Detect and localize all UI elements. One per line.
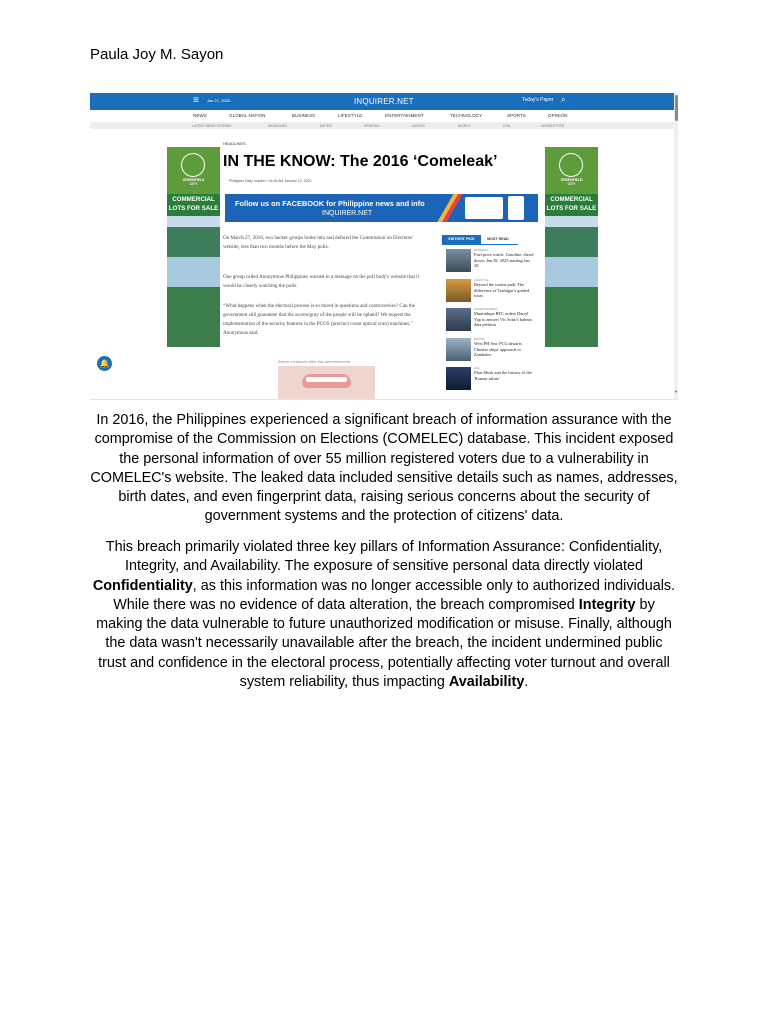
story-headline: West PH Sea: PCG thwarts Chinese ships' approach to Zambales xyxy=(474,341,522,357)
banner-laptop-image xyxy=(465,197,503,219)
nav-technology[interactable]: TECHNOLOGY xyxy=(450,113,483,118)
story-headline: Fuel price watch: Gasoline, diesel down; Jan 28, 2025 starting Jan 28 xyxy=(474,252,534,268)
ad-offer: COMMERCIAL LOTS FOR SALE xyxy=(167,194,220,216)
ad-brand: GREENFIELD CITY xyxy=(560,178,583,186)
subnav-world[interactable]: WORLD xyxy=(458,123,471,128)
story-category: USA xyxy=(474,366,480,370)
notification-bell-icon[interactable]: 🔔 xyxy=(97,356,112,371)
story-headline: Muntinlupa RTC orders Darryl Yap to answer Vic Sotto's habeas data petition xyxy=(474,311,532,327)
ad-offer: COMMERCIAL LOTS FOR SALE xyxy=(545,194,598,216)
story-category: BUSINESS xyxy=(474,248,489,252)
side-ad-right[interactable] xyxy=(545,147,598,347)
scrollbar-thumb[interactable] xyxy=(675,95,678,121)
nav-sports[interactable]: SPORTS xyxy=(507,113,526,118)
story-thumbnail xyxy=(446,338,471,361)
subnav-newsletter[interactable]: NEWSLETTER xyxy=(541,123,565,128)
body-paragraph-2: This breach primarily violated three key pillars of Information Assurance: Confidentiality, Integrity, and Availability. The exposure of sensitive personal data directly violated Confidentiality, as this information was no longer accessible only to authorized individuals. While there was no evidence of data alteration, the breach compromised Integrity by making the data vulnerable to future unauthorized modification or misuse. Finally, although the data wasn't necessarily unavailable after the breach, the incident undermined public trust and confidence in the electoral process, potentially affecting voter turnout and overall system reliability, thus impacting Availability. xyxy=(92,539,676,691)
story-thumbnail xyxy=(446,279,471,302)
story-category: LIFESTYLE xyxy=(474,278,489,282)
nav-entertainment[interactable]: ENTERTAINMENT xyxy=(385,113,424,118)
nav-business[interactable]: BUSINESS xyxy=(292,113,316,118)
sidebar-tabs xyxy=(442,234,518,245)
subnav-latest[interactable]: LATEST NEWS STORIES xyxy=(192,123,232,128)
article-paragraph: One group called Anonymous Philippines warned in a message on the poll body's website that it would be closely watching the polls. xyxy=(223,274,420,289)
story-headline: Beyond the tourist path: The difference of Trafalgar's guided tours xyxy=(474,282,530,298)
nav-global-nation[interactable]: GLOBAL NATION xyxy=(229,113,266,118)
sidebar-story[interactable] xyxy=(446,337,536,363)
todays-paper-link[interactable]: Today's Paper xyxy=(522,97,554,103)
site-logo[interactable]: INQUIRER.NET xyxy=(354,97,414,106)
facebook-banner[interactable] xyxy=(225,194,538,222)
main-nav xyxy=(90,110,674,122)
story-headline: Elon Musk and the history of the 'Roman salute' xyxy=(474,370,532,381)
denture-image xyxy=(302,374,351,388)
story-thumbnail xyxy=(446,367,471,390)
banner-decoration xyxy=(435,194,465,222)
subnav-cdn[interactable]: CDN xyxy=(503,123,511,128)
story-thumbnail xyxy=(446,249,471,272)
site-topbar xyxy=(90,93,674,110)
subnav-regions[interactable]: REGIONS xyxy=(364,123,380,128)
sidebar-story[interactable] xyxy=(446,307,536,333)
banner-phone-image xyxy=(508,196,524,220)
article-paragraph: “What happens when the electoral process is so mired in questions and controversies? Can the government still guarantee that the sovereignty of the people will be upheld? We request the implementation of the security features in the PCOS (precinct count optical scan) machines,” Anonymous said. xyxy=(223,303,416,336)
article-byline: Philippine Daily Inquirer / 04:36 AM January 12, 2022 xyxy=(229,179,312,183)
bold-confidentiality: Confidentiality xyxy=(92,577,193,594)
ad-logo-icon xyxy=(559,153,583,177)
section-label: HEADLINES xyxy=(223,141,246,146)
subnav-nation[interactable]: NATION xyxy=(412,123,425,128)
article-title: IN THE KNOW: The 2016 ‘Comeleak’ xyxy=(223,153,498,170)
sidebar-story[interactable] xyxy=(446,366,536,392)
search-icon[interactable]: ⌕ xyxy=(561,95,566,104)
topbar-date: Jan 27, 2025 xyxy=(207,98,231,103)
tab-editors-pick[interactable]: EDITORS' PICK xyxy=(442,235,481,244)
subnav-metro[interactable]: METRO xyxy=(320,123,333,128)
nav-opinion[interactable]: OPINION xyxy=(548,113,568,118)
ad-brand: GREENFIELD CITY xyxy=(182,178,205,186)
inline-ad-image[interactable] xyxy=(278,366,375,399)
sub-nav xyxy=(90,122,674,129)
story-category: ENTERTAINMENT xyxy=(474,307,498,311)
side-ad-left[interactable] xyxy=(167,147,220,347)
bold-integrity: Integrity xyxy=(578,596,636,613)
sidebar-story[interactable] xyxy=(446,278,536,304)
nav-lifestyle[interactable]: LIFESTYLE xyxy=(338,113,363,118)
banner-site: INQUIRER.NET xyxy=(322,210,373,217)
author-name: Paula Joy M. Sayon xyxy=(90,46,224,63)
bold-availability: Availability xyxy=(448,674,525,691)
screenshot-scrollbar[interactable] xyxy=(674,93,678,399)
tab-most-read[interactable]: MOST READ xyxy=(487,237,509,241)
article-paragraph: On March 27, 2016, two hacker groups broke into and defaced the Commission on Elections' website, less than two months before the May polls. xyxy=(223,235,413,250)
story-category: NATION xyxy=(474,337,485,341)
ad-logo-icon xyxy=(181,153,205,177)
article-screenshot xyxy=(90,93,678,400)
story-thumbnail xyxy=(446,308,471,331)
scroll-down-icon[interactable]: ▼ xyxy=(674,389,678,394)
body-paragraph-1: In 2016, the Philippines experienced a significant breach of information assurance with the compromise of the Commission on Elections (COMELEC) database. This incident exposed the personal information of over 55 million registered voters due to a vulnerability in COMELEC's website. The leaked data included sensitive details such as names, addresses, birth dates, and even fingerprint data, raising serious concerns about the security of government systems and the protection of citizens' data. xyxy=(90,412,678,525)
menu-icon[interactable]: ≡ xyxy=(193,95,199,106)
ad-continue-label: Article continues after this advertisement xyxy=(278,359,351,364)
banner-headline: Follow us on FACEBOOK for Philippine news and info xyxy=(235,199,425,208)
nav-news[interactable]: NEWS xyxy=(193,113,207,118)
subnav-headlines[interactable]: HEADLINES xyxy=(268,123,288,128)
sidebar-story[interactable] xyxy=(446,248,536,274)
